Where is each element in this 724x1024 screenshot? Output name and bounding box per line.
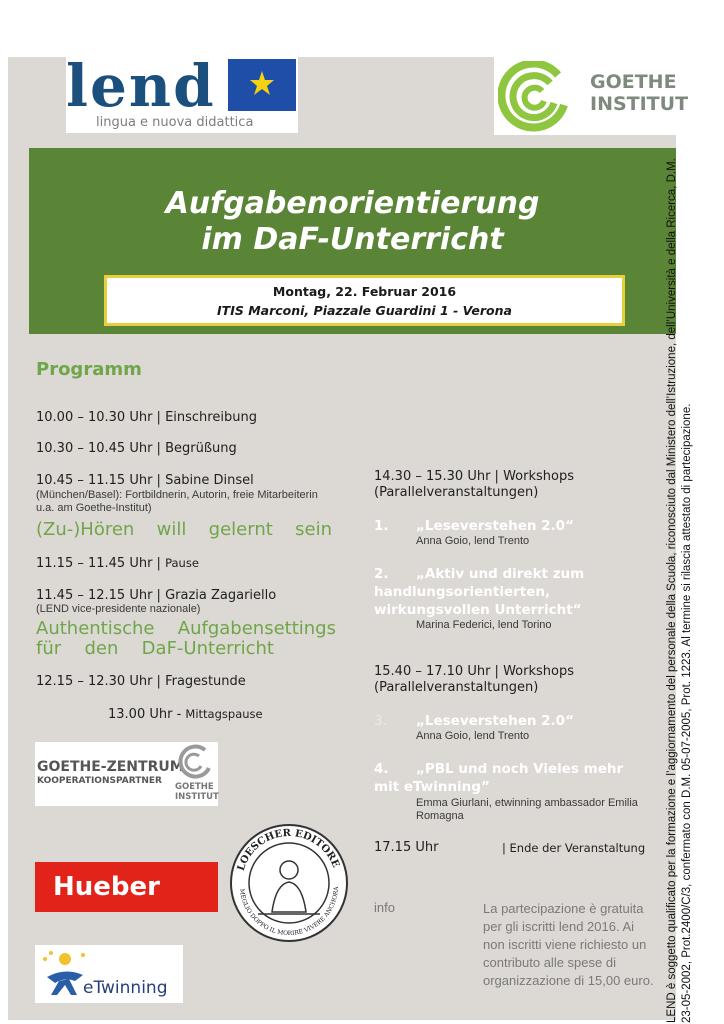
goethe-mini-wordmark	[175, 782, 219, 802]
workshop2-title-line3: wirkungsvollen Unterricht“	[374, 602, 582, 618]
talk2-title-line2: für den DaF-Unterricht	[36, 638, 274, 659]
workshop1-number: 1.	[374, 518, 389, 534]
workshop3-title: „Leseverstehen 2.0“	[416, 713, 574, 729]
talk1-affiliation-line2: u.a. am Goethe-Institut)	[36, 502, 152, 514]
goethe-zentrum-wordmark	[37, 760, 184, 788]
accreditation-line2: 23-05-2002, Prot.2400/C/3, confermato con D.M. 05-07-2005, Prot. 1223. Al termine si rilascia attestato di partecipazione.	[681, 403, 693, 1023]
info-text	[483, 900, 654, 990]
goethe-zentrum-logo	[35, 742, 218, 806]
accreditation-note	[665, 158, 724, 1023]
hueber-logo: Hueber	[35, 862, 218, 912]
workshop4-number: 4.	[374, 761, 389, 777]
loescher-motto: MEGLIO DOPPO IL MORIRE VIVERE ANCHORA	[238, 886, 341, 938]
workshop3-presenter: Anna Goio, lend Trento	[416, 730, 530, 742]
pause-label: Pause	[165, 556, 199, 570]
event-title	[29, 186, 676, 258]
loescher-name: LOESCHER EDITORE	[235, 827, 342, 873]
goethe-wordmark	[590, 71, 688, 115]
program-heading: Programm	[36, 359, 142, 380]
date-venue-box	[104, 275, 625, 326]
workshop3-number: 3.	[374, 713, 387, 729]
workshop2-presenter: Marina Federici, lend Torino	[416, 619, 552, 631]
info-line: per gli iscritti lend 2016. Ai	[483, 919, 635, 934]
schedule-questions: 12.15 – 12.30 Uhr | Fragestunde	[36, 674, 246, 689]
lend-tagline: lingua e nuova didattica	[96, 115, 254, 130]
goethe-institut-logo	[494, 57, 689, 135]
workshop-block2-time: 15.40 – 17.10 Uhr | Workshops	[374, 664, 574, 679]
event-date: Montag, 22. Februar 2016	[272, 284, 457, 299]
schedule-pause	[36, 555, 199, 572]
end-time: 17.15 Uhr	[374, 840, 439, 855]
schedule-lunch	[108, 706, 263, 723]
talk2-title-line1: Authentische Aufgabensettings	[36, 618, 336, 639]
lunch-time: 13.00 Uhr -	[108, 707, 182, 722]
workshop4-presenter-line1: Emma Giurlani, etwinning ambassador Emilia	[416, 797, 638, 809]
talk2-affiliation: (LEND vice-presidente nazionale)	[36, 603, 201, 615]
goethe-circle-icon	[498, 61, 582, 133]
event-title-line1: Aufgabenorientierung	[165, 186, 540, 221]
workshop2-number: 2.	[374, 566, 389, 582]
workshop4-title-line1: „PBL und noch Vieles mehr	[416, 761, 624, 777]
schedule-talk2: 11.45 – 12.15 Uhr | Grazia Zagariello	[36, 588, 277, 603]
lend-wordmark: lend	[66, 52, 216, 120]
info-label: info	[374, 900, 395, 915]
workshop2-title-line1: „Aktiv und direkt zum	[416, 566, 585, 582]
event-title-line2: im DaF-Unterricht	[201, 222, 504, 257]
gz-line2: KOOPERATIONSPARTNER	[37, 776, 162, 786]
gz-mini-line2: INSTITUT	[175, 792, 219, 802]
info-line: La partecipazione è gratuita	[483, 901, 644, 916]
title-banner	[29, 148, 676, 334]
workshop2-title-line2: handlungsorientierten,	[374, 584, 551, 600]
workshop-block2-note: (Parallelveranstaltungen)	[374, 680, 539, 695]
workshop1-presenter: Anna Goio, lend Trento	[416, 535, 530, 547]
loescher-seal-icon	[228, 822, 350, 944]
event-venue: ITIS Marconi, Piazzale Guardini 1 - Verona	[217, 303, 512, 318]
workshop4-title-line2: mit eTwinning”	[374, 779, 490, 795]
goethe-wordmark-line1: GOETHE	[590, 71, 677, 93]
talk1-title: (Zu-)Hören will gelernt sein	[36, 519, 332, 540]
info-line: organizzazione di 15,00 euro.	[483, 973, 654, 988]
gz-mini-line1: GOETHE	[175, 782, 214, 792]
end-label: | Ende der Veranstaltung	[502, 841, 646, 855]
info-line: non iscritti viene richiesto un	[483, 937, 647, 952]
workshop-block1-time: 14.30 – 15.30 Uhr | Workshops	[374, 469, 574, 484]
goethe-wordmark-line2: INSTITUT	[590, 93, 689, 115]
gz-line1: GOETHE-ZENTRUM	[37, 759, 184, 775]
workshop-block1-note: (Parallelveranstaltungen)	[374, 485, 539, 500]
pause-time: 11.15 – 11.45 Uhr |	[36, 556, 161, 571]
schedule-registration: 10.00 – 10.30 Uhr | Einschreibung	[36, 410, 257, 425]
accreditation-line1: LEND è soggetto qualificato per la formazione e l’aggiornamento del personale della Scuola, riconosciuto dal Ministero dell’Istruzione, dell’Università e della Ricerca, D.M.	[666, 158, 678, 1023]
workshop4-presenter-line2: Romagna	[416, 810, 464, 822]
goethe-mini-circle-icon	[177, 744, 215, 780]
lunch-label: Mittagspause	[185, 707, 263, 721]
etwinning-logo	[35, 945, 183, 1003]
lend-logo	[66, 52, 298, 133]
eu-flag-icon	[228, 59, 296, 111]
loescher-seal	[228, 822, 350, 944]
schedule-welcome: 10.30 – 10.45 Uhr | Begrüßung	[36, 441, 237, 456]
workshop1-title: „Leseverstehen 2.0“	[416, 518, 574, 534]
info-line: contributo alle spese di	[483, 955, 616, 970]
schedule-talk1: 10.45 – 11.15 Uhr | Sabine Dinsel	[36, 473, 254, 488]
etwinning-wordmark: eTwinning	[83, 978, 168, 998]
talk1-affiliation-line1: (München/Basel): Fortbildnerin, Autorin, freie Mitarbeiterin	[36, 489, 318, 501]
